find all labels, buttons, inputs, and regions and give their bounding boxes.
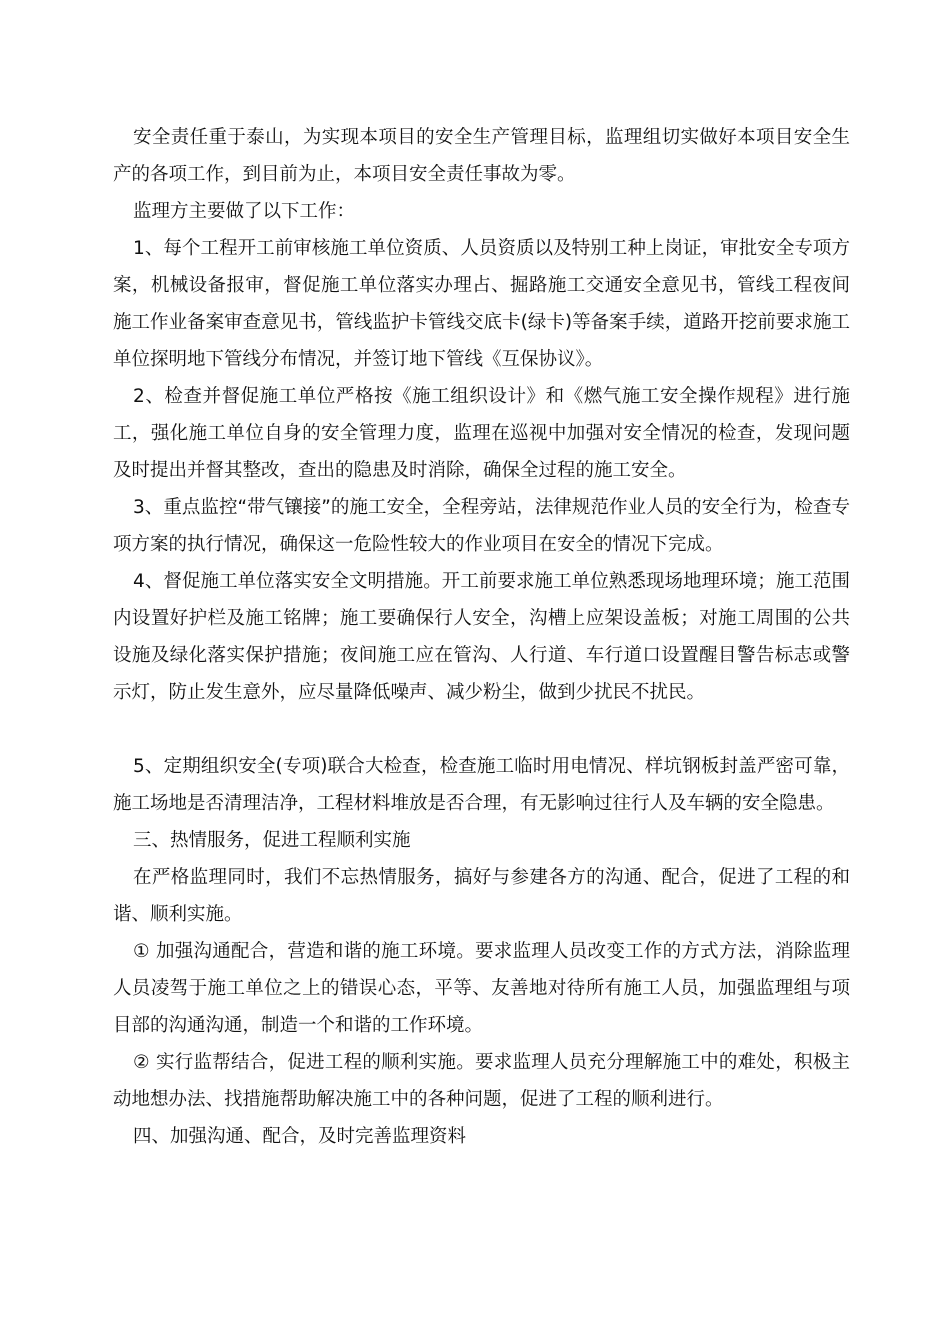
section-heading-4: 四、加强沟通、配合，及时完善监理资料 bbox=[133, 1126, 467, 1147]
paragraph-item-2: 2、检查并督促施工单位严格按《施工组织设计》和《燃气施工安全操作规程》进行施工，强化施工单位自身的安全管理力度，监理在巡视中加强对安全情况的检查，发现问题及时提出并督其整改，查出的隐患及时消除，确保全过程的施工安全。 bbox=[113, 386, 850, 481]
paragraph-service-intro: 在严格监理同时，我们不忘热情服务，搞好与参建各方的沟通、配合，促进了工程的和谐、顺利实施。 bbox=[113, 867, 850, 925]
paragraph-item-3: 3、重点监控“带气镶接”的施工安全，全程旁站，法律规范作业人员的安全行为，检查专项方案的执行情况，确保这一危险性较大的作业项目在安全的情况下完成。 bbox=[113, 497, 850, 555]
paragraph-point-2: ② 实行监帮结合，促进工程的顺利实施。要求监理人员充分理解施工中的难处，积极主动地想办法、找措施帮助解决施工中的各种问题，促进了工程的顺利进行。 bbox=[113, 1052, 850, 1110]
paragraph-point-1: ① 加强沟通配合，营造和谐的施工环境。要求监理人员改变工作的方式方法，消除监理人员凌驾于施工单位之上的错误心态，平等、友善地对待所有施工人员，加强监理组与项目部的沟通沟通，制造一个和谐的工作环境。 bbox=[113, 941, 850, 1036]
document-body bbox=[113, 119, 850, 1155]
paragraph-item-4: 4、督促施工单位落实安全文明措施。开工前要求施工单位熟悉现场地理环境；施工范围内设置好护栏及施工铭牌；施工要确保行人安全，沟槽上应架设盖板；对施工周围的公共设施及绿化落实保护措施；夜间施工应在管沟、人行道、车行道口设置醒目警告标志或警示灯，防止发生意外，应尽量降低噪声、减少粉尘，做到少扰民不扰民。 bbox=[113, 571, 850, 703]
section-heading-3: 三、热情服务，促进工程顺利实施 bbox=[133, 830, 411, 851]
paragraph-item-5: 5、定期组织安全(专项)联合大检查，检查施工临时用电情况、样坑钢板封盖严密可靠，施工场地是否清理洁净，工程材料堆放是否合理，有无影响过往行人及车辆的安全隐患。 bbox=[113, 756, 850, 814]
paragraph-safety-intro: 安全责任重于泰山，为实现本项目的安全生产管理目标，监理组切实做好本项目安全生产的各项工作，到目前为止，本项目安全责任事故为零。 bbox=[113, 127, 850, 185]
paragraph-work-summary: 监理方主要做了以下工作： bbox=[133, 201, 356, 222]
paragraph-item-1: 1、每个工程开工前审核施工单位资质、人员资质以及特别工种上岗证，审批安全专项方案，机械设备报审，督促施工单位落实办理占、掘路施工交通安全意见书，管线工程夜间施工作业备案审查意见书，管线监护卡管线交底卡(绿卡)等备案手续，道路开挖前要求施工单位探明地下管线分布情况，并签订地下管线《互保协议》。 bbox=[113, 238, 850, 370]
blank-line bbox=[113, 711, 850, 748]
